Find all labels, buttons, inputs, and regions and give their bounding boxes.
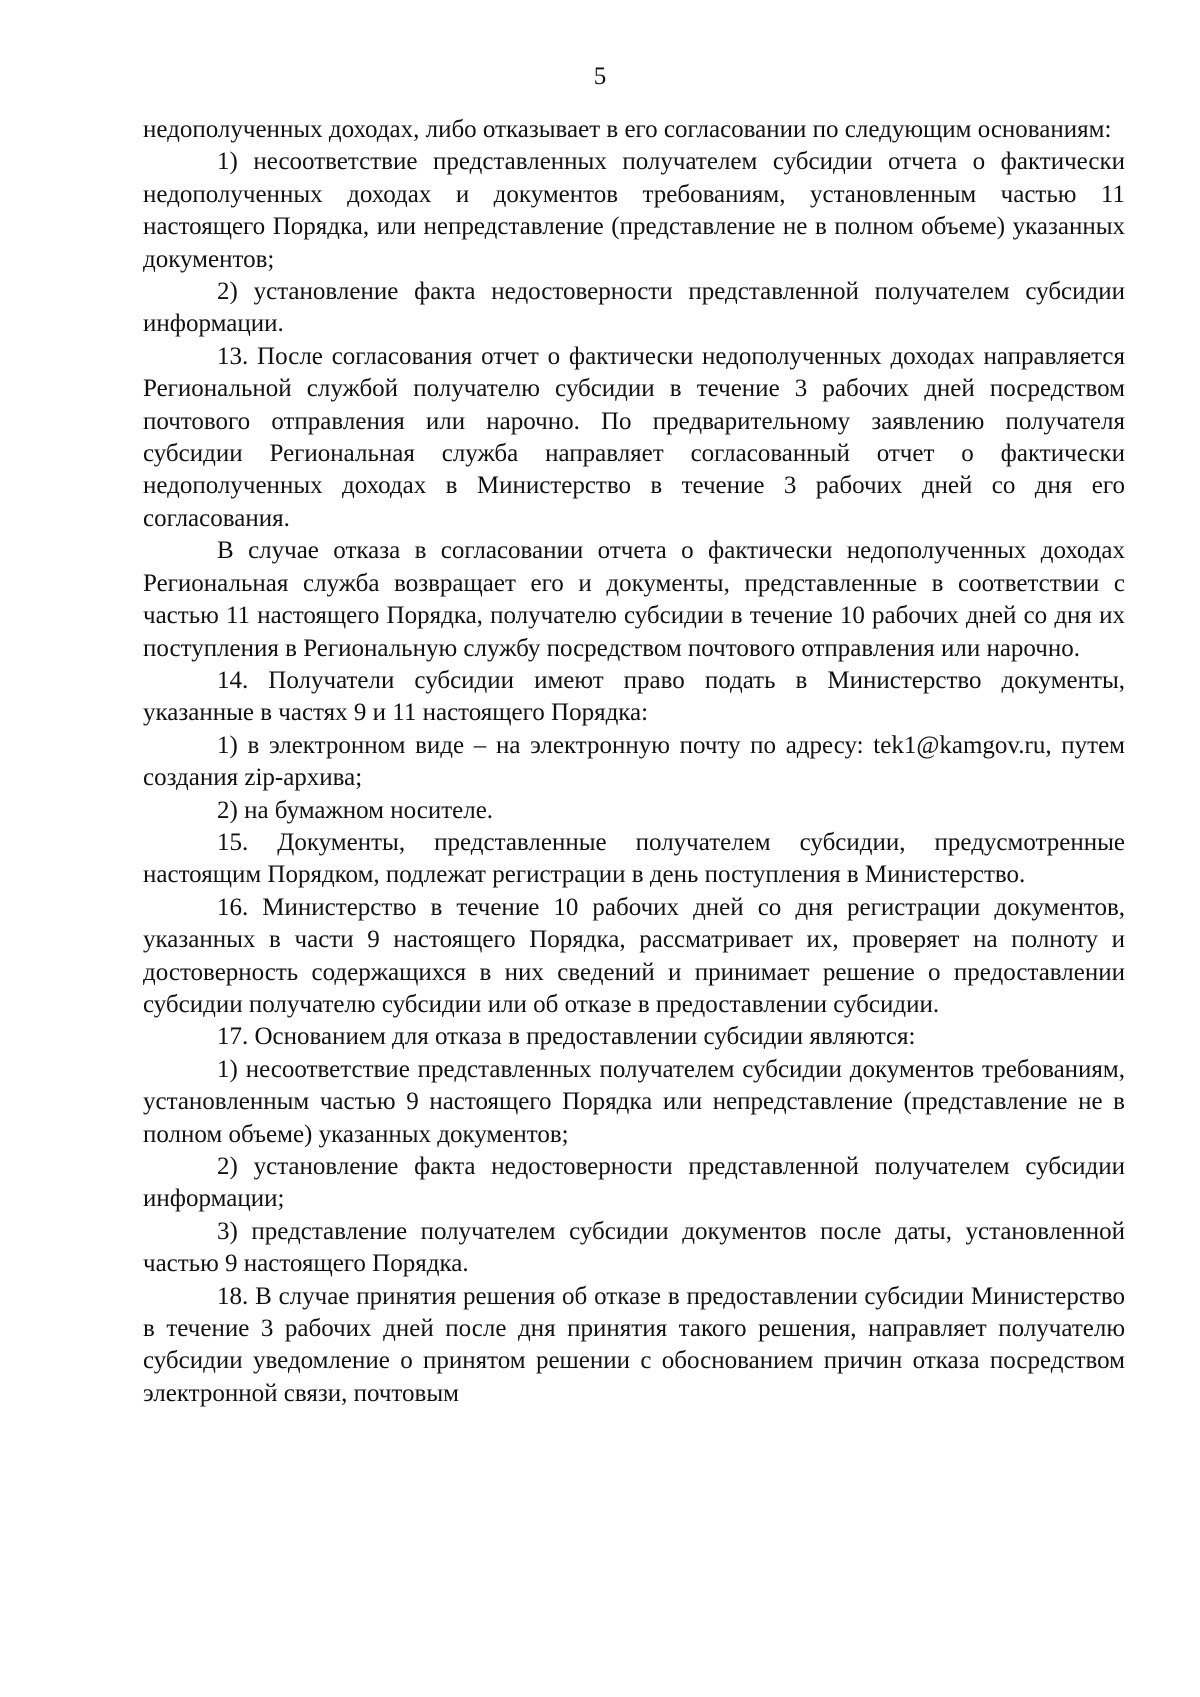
paragraph-continuation: недополученных доходах, либо отказывает в его согласовании по следующим основаниям: bbox=[143, 116, 1112, 143]
document-body bbox=[143, 114, 1125, 1410]
paragraph-refusal-case: В случае отказа в согласовании отчета о фактически недополученных доходах Региональная служба возвращает его и документы, представленные в соответствии с частью 11 настоящего Порядка, получателю субсидии в течение 10 рабочих дней со дня их поступления в Региональную службу посредством почтового отправления или нарочно. bbox=[143, 537, 1125, 662]
paragraph-clause-14-item-1: 1) в электронном виде – на электронную почту по адресу: tek1@kamgov.ru, путем создания zip-архива; bbox=[143, 731, 1125, 792]
paragraph-clause-13: 13. После согласования отчет о фактически недополученных доходах направляется Региональной службой получателю субсидии в течение 3 рабочих дней посредством почтового отправления или нарочно. По предварительному заявлению получателя субсидии Региональная служба направляет согласованный отчет о фактически недополученных доходах в Министерство в течение 3 рабочих дней со дня его согласования. bbox=[143, 342, 1125, 532]
paragraph-clause-14: 14. Получатели субсидии имеют право подать в Министерство документы, указанные в частях 9 и 11 настоящего Порядка: bbox=[143, 666, 1125, 727]
paragraph-list-item-1: 1) несоответствие представленных получателем субсидии отчета о фактически недополученных доходах и документов требованиям, установленным частью 11 настоящего Порядка, или непредставление (представление не в полном объеме) указанных документов; bbox=[143, 148, 1125, 273]
paragraph-list-item-2: 2) установление факта недостоверности представленной получателем субсидии информации. bbox=[143, 278, 1125, 338]
paragraph-clause-17-item-2: 2) установление факта недостоверности представленной получателем субсидии информации; bbox=[143, 1153, 1125, 1213]
paragraph-clause-17-item-3: 3) представление получателем субсидии документов после даты, установленной частью 9 настоящего Порядка. bbox=[143, 1217, 1125, 1278]
paragraph-clause-16: 16. Министерство в течение 10 рабочих дней со дня регистрации документов, указанных в части 9 настоящего Порядка, рассматривает их, проверяет на полноту и достоверность содержащихся в них сведений и принимает решение о предоставлении субсидии получателю субсидии или об отказе в предоставлении субсидии. bbox=[143, 893, 1125, 1018]
page-number: 5 bbox=[593, 63, 607, 90]
paragraph-clause-18: 18. В случае принятия решения об отказе в предоставлении субсидии Министерство в течение 3 рабочих дней после дня принятия такого решения, направляет получателю субсидии уведомление о принятом решении с обоснованием причин отказа посредством электронной связи, почтовым bbox=[143, 1282, 1125, 1407]
paragraph-clause-17-item-1: 1) несоответствие представленных получателем субсидии документов требованиям, установленным частью 9 настоящего Порядка или непредставление (представление не в полном объеме) указанных документов; bbox=[143, 1055, 1125, 1148]
paragraph-clause-17: 17. Основанием для отказа в предоставлении субсидии являются: bbox=[217, 1023, 916, 1051]
paragraph-clause-14-item-2: 2) на бумажном носителе. bbox=[217, 796, 494, 824]
paragraph-clause-15: 15. Документы, представленные получателем субсидии, предусмотренные настоящим Порядком, подлежат регистрации в день поступления в Министерство. bbox=[143, 828, 1125, 889]
